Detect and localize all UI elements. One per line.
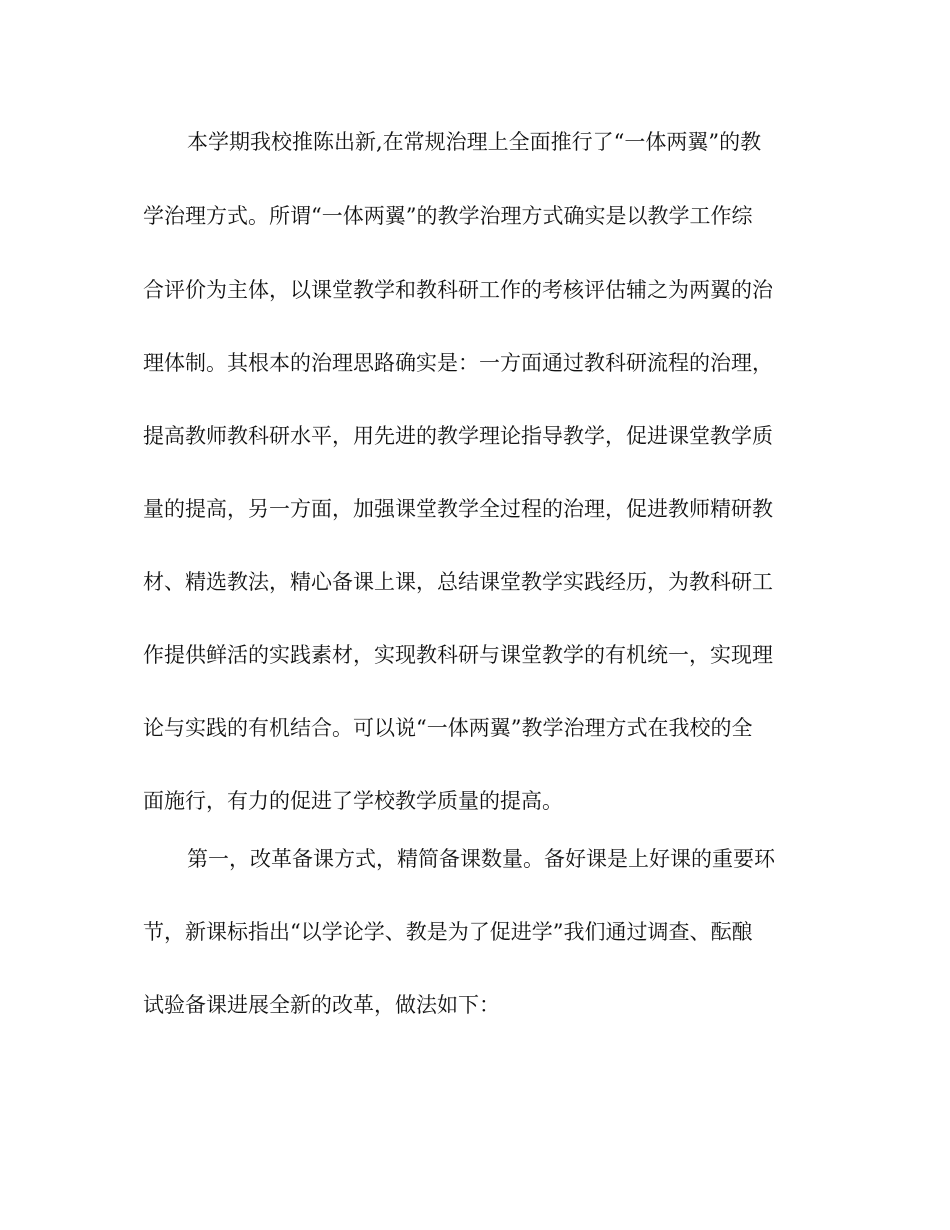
- paragraph-2-line-1: 第一，改革备课方式，精简备课数量。备好课是上好课的重要环: [187, 847, 775, 871]
- paragraph-1-line-7: 材、精选教法，精心备课上课，总结课堂教学实践经历，为教科研工: [143, 570, 773, 594]
- paragraph-1-line-5: 提高教师教科研水平，用先进的教学理论指导教学，促进课堂教学质: [143, 424, 773, 448]
- paragraph-2-line-2: 节，新课标指出“以学论学、教是为了促进学”我们通过调查、酝酿: [143, 920, 753, 944]
- paragraph-1-line-9: 论与实践的有机结合。可以说“一体两翼”教学治理方式在我校的全: [143, 716, 753, 740]
- paragraph-1-line-8: 作提供鲜活的实践素材，实现教科研与课堂教学的有机统一，实现理: [143, 643, 773, 667]
- paragraph-1-line-3: 合评价为主体，以课堂教学和教科研工作的考核评估辅之为两翼的治: [143, 278, 773, 302]
- paragraph-1-line-2: 学治理方式。所谓“一体两翼”的教学治理方式确实是以教学工作综: [143, 204, 753, 228]
- paragraph-1-line-4: 理体制。其根本的治理思路确实是：一方面通过教科研流程的治理，: [143, 351, 773, 375]
- paragraph-1-line-1: 本学期我校推陈出新,在常规治理上全面推行了“一体两翼”的教: [187, 130, 762, 154]
- paragraph-2-line-3: 试验备课进展全新的改革，做法如下：: [143, 993, 500, 1017]
- paragraph-1-line-10: 面施行，有力的促进了学校教学质量的提高。: [143, 789, 563, 813]
- paragraph-1-line-6: 量的提高，另一方面，加强课堂教学全过程的治理，促进教师精研教: [143, 497, 773, 521]
